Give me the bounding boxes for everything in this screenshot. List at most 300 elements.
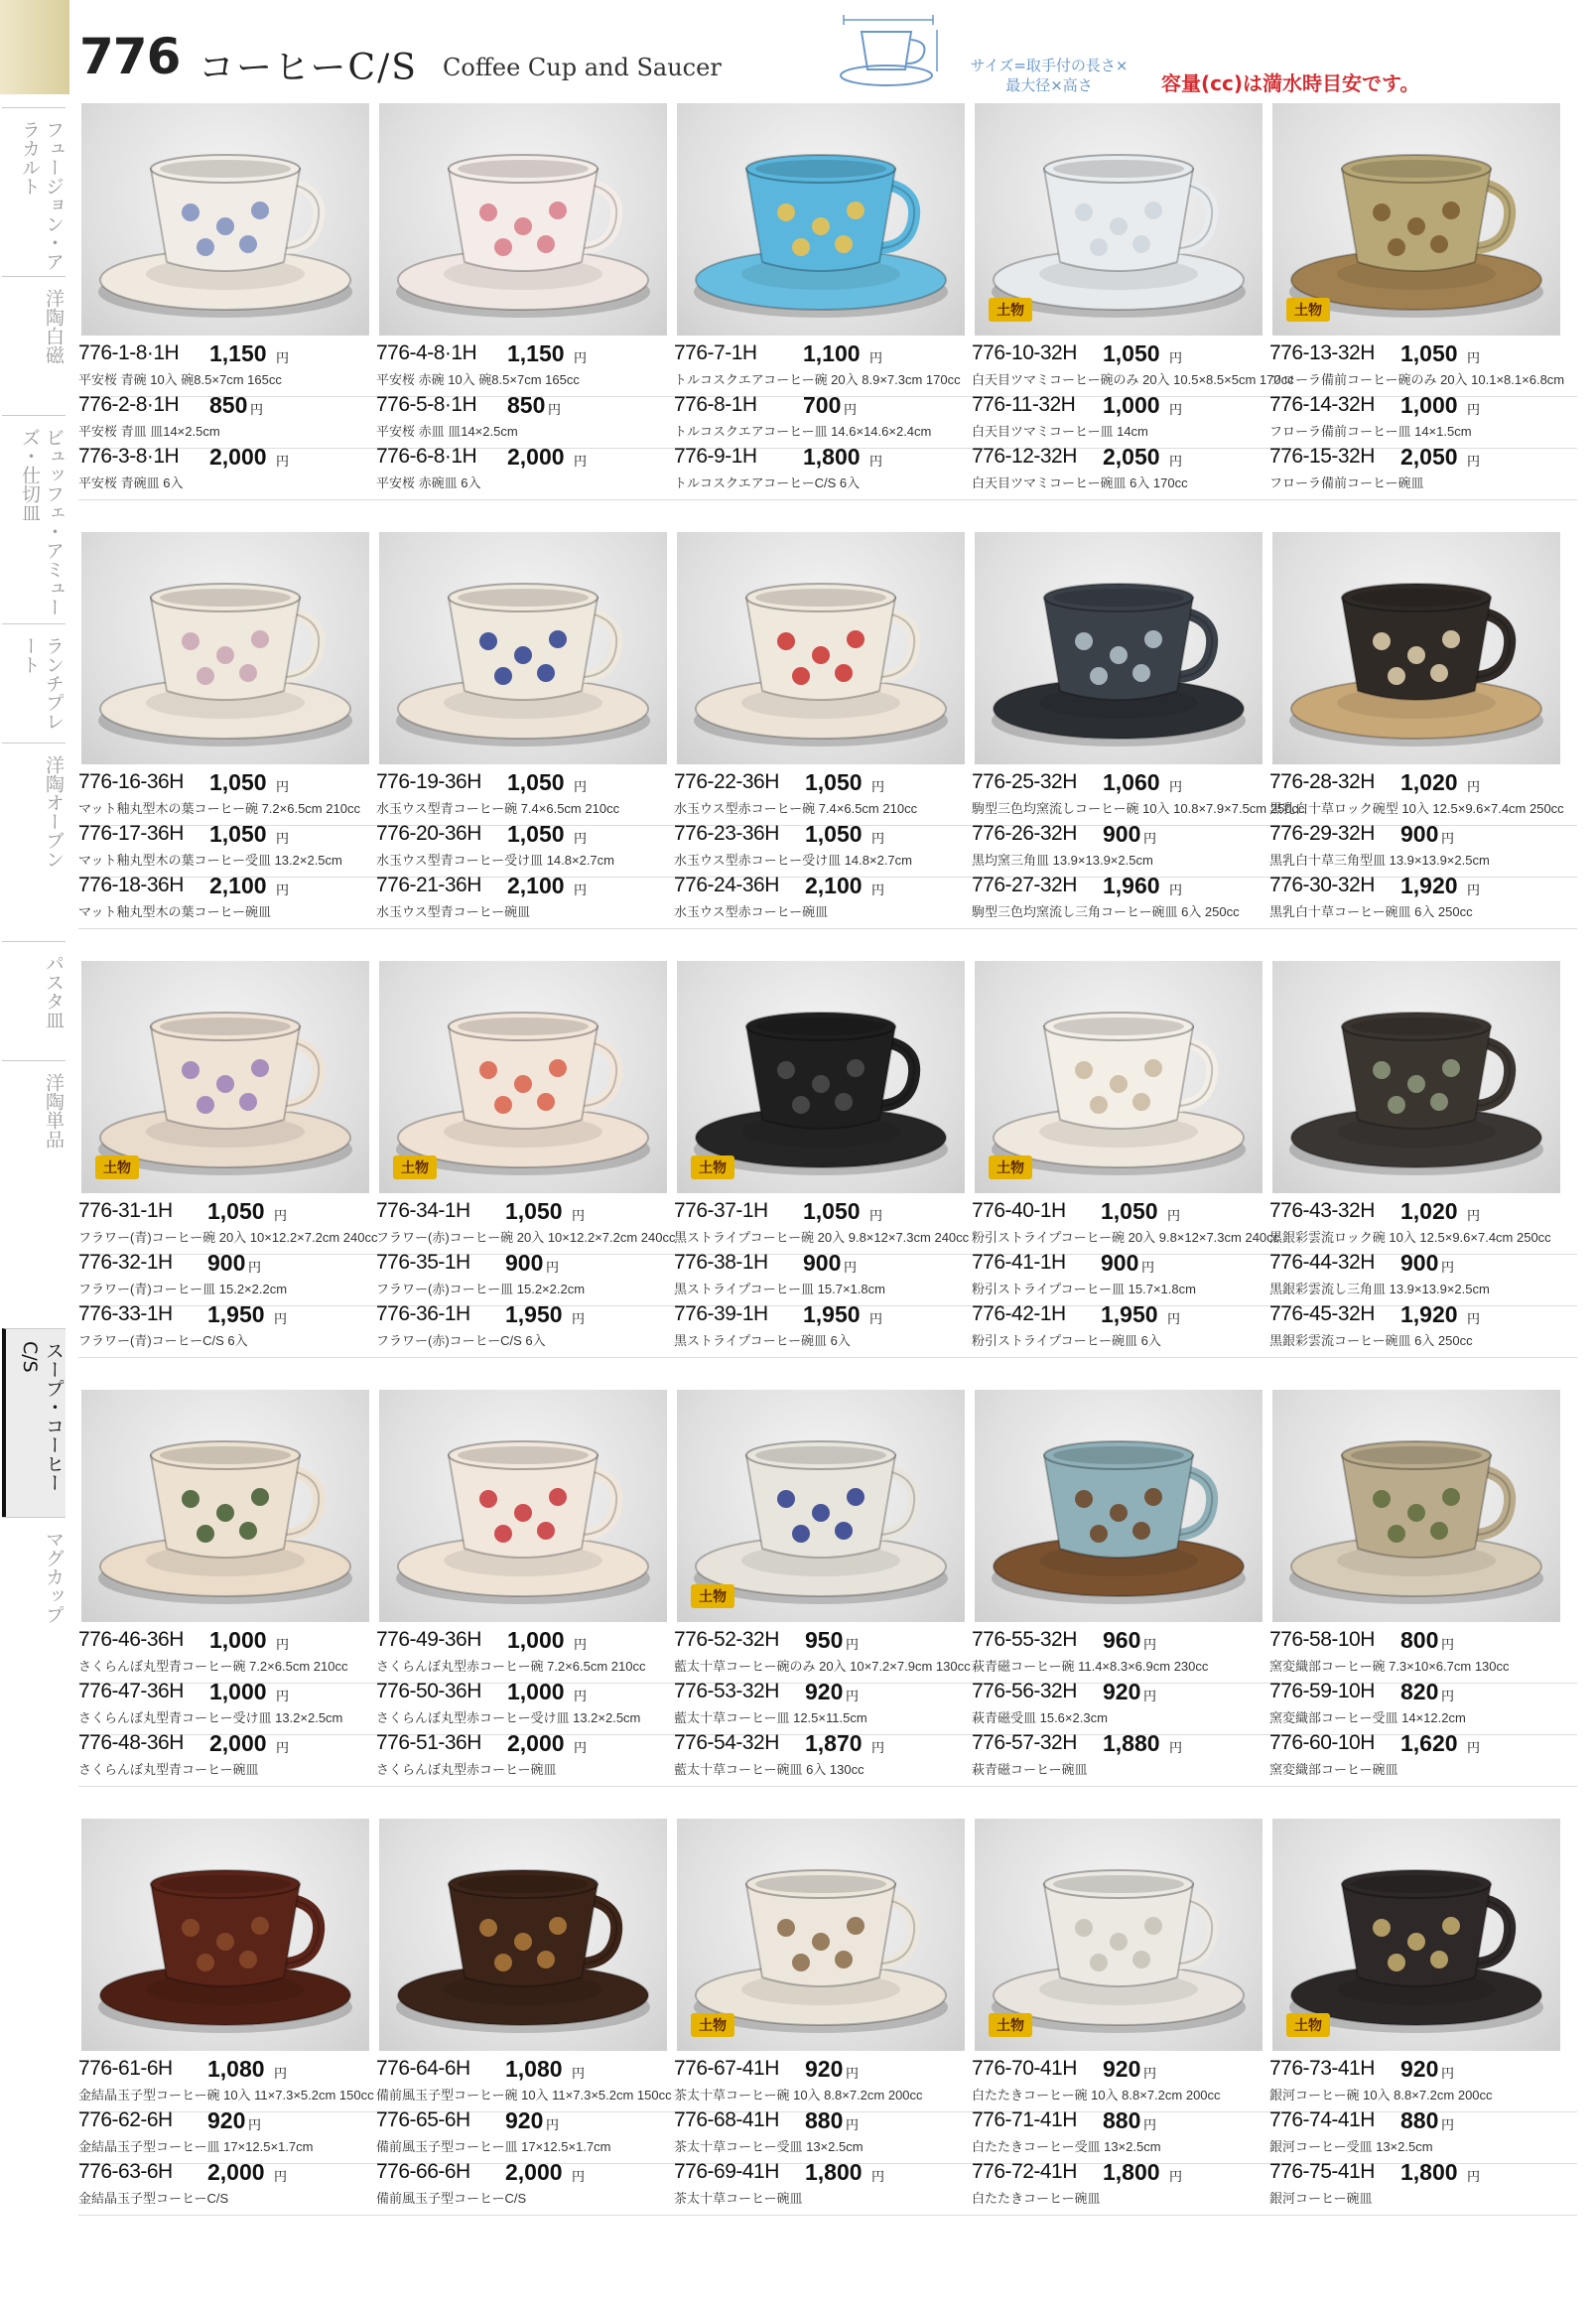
product-item-list <box>1269 341 1577 496</box>
product-code: 776-60-10H <box>1269 1731 1375 1754</box>
earthenware-badge: 土物 <box>95 1155 139 1179</box>
product-item[interactable] <box>376 1199 684 1251</box>
page-tab-decoration <box>0 0 69 94</box>
yen-unit: 円 <box>1141 1261 1155 1276</box>
product-description: 窯変織部コーヒー碗 7.3×10×6.7cm 130cc <box>1269 1659 1510 1674</box>
product-item[interactable] <box>376 1731 684 1783</box>
product-price: 1,150 <box>209 340 267 366</box>
product-card[interactable] <box>376 1819 673 2245</box>
product-photo <box>379 103 667 336</box>
yen-unit: 円 <box>574 1638 588 1653</box>
product-description: トルコスクエアコーヒー碗 20入 8.9×7.3cm 170cc <box>674 372 961 387</box>
product-description: 萩青磁受皿 15.6×2.3cm <box>972 1710 1108 1725</box>
product-code: 776-49-36H <box>376 1628 481 1651</box>
product-code: 776-39-1H <box>674 1302 768 1325</box>
product-description: 黒銀彩雲流コーヒー碗皿 6入 250cc <box>1269 1333 1473 1348</box>
product-card[interactable] <box>78 103 375 530</box>
product-card[interactable] <box>376 961 676 1388</box>
product-price: 920 <box>805 1679 844 1704</box>
product-description: 水玉ウス型赤コーヒー碗皿 <box>674 904 829 919</box>
yen-unit: 円 <box>572 2170 586 2185</box>
yen-unit: 円 <box>869 351 883 366</box>
product-code: 776-19-36H <box>376 770 481 793</box>
product-item[interactable] <box>674 1680 982 1731</box>
product-price: 1,080 <box>505 2056 563 2082</box>
product-item[interactable] <box>78 1199 386 1251</box>
yen-unit: 円 <box>276 1741 290 1756</box>
yen-unit: 円 <box>274 2170 288 2185</box>
product-description: マット釉丸型木の葉コーヒー受皿 13.2×2.5cm <box>78 853 342 868</box>
product-description: さくらんぼ丸型青コーヒー碗 7.2×6.5cm 210cc <box>78 1659 348 1674</box>
product-code: 776-9-1H <box>674 445 757 468</box>
sidebar-category[interactable]: フュージョン・アラカルト <box>2 107 66 276</box>
product-price: 1,920 <box>1400 1301 1458 1327</box>
product-item[interactable] <box>972 2057 1279 2108</box>
product-photo <box>1272 1819 1560 2051</box>
yen-unit: 円 <box>546 1261 560 1276</box>
product-card[interactable] <box>674 961 971 1388</box>
product-description: 窯変織部コーヒー受皿 14×12.2cm <box>1269 1710 1466 1725</box>
product-description: 銀河コーヒー受皿 13×2.5cm <box>1269 2139 1433 2154</box>
product-item[interactable] <box>1269 1680 1577 1731</box>
product-item[interactable] <box>972 1199 1279 1251</box>
product-code: 776-2-8·1H <box>78 393 180 416</box>
yen-unit: 円 <box>574 1690 588 1704</box>
product-item[interactable] <box>972 822 1279 874</box>
product-card[interactable] <box>972 1819 1268 2245</box>
product-photo <box>677 103 965 336</box>
product-card[interactable] <box>972 961 1280 1388</box>
product-photo <box>81 532 369 764</box>
product-item[interactable] <box>674 1731 982 1783</box>
product-item-list <box>78 341 386 496</box>
product-card[interactable] <box>376 103 673 530</box>
product-card[interactable] <box>972 103 1294 530</box>
product-item[interactable] <box>972 1731 1279 1783</box>
product-price: 1,050 <box>1103 340 1160 366</box>
product-item[interactable] <box>972 2160 1279 2212</box>
product-price: 1,880 <box>1103 1730 1160 1756</box>
product-code: 776-7-1H <box>674 341 757 364</box>
product-item[interactable] <box>78 2160 386 2212</box>
size-note-line2: 最大径×高さ <box>1005 76 1093 94</box>
product-price: 1,000 <box>507 1679 565 1704</box>
product-item[interactable] <box>376 1251 684 1302</box>
product-card[interactable] <box>1269 1390 1566 1817</box>
product-item[interactable] <box>1269 1302 1577 1354</box>
yen-unit: 円 <box>1169 780 1183 795</box>
product-description: 平安桜 青碗皿 6入 <box>78 475 184 490</box>
product-item[interactable] <box>674 2057 982 2108</box>
product-description: 窯変織部コーヒー碗皿 <box>1269 1762 1398 1777</box>
product-code: 776-24-36H <box>674 874 779 896</box>
product-code: 776-20-36H <box>376 822 481 845</box>
item-divider <box>1269 499 1577 500</box>
product-code: 776-42-1H <box>972 1302 1066 1325</box>
product-item[interactable] <box>78 2108 386 2160</box>
product-description: 黒乳白十草コーヒー碗皿 6入 250cc <box>1269 904 1473 919</box>
earthenware-badge: 土物 <box>393 1155 437 1179</box>
cup-and-saucer-icon <box>677 103 965 336</box>
product-price: 920 <box>207 2107 246 2133</box>
item-divider <box>674 499 982 500</box>
product-item-list <box>674 341 982 496</box>
product-item[interactable] <box>376 393 684 445</box>
product-item[interactable] <box>972 2108 1279 2160</box>
product-description: フラワー(赤)コーヒー碗 20入 10×12.2×7.2cm 240cc <box>376 1230 676 1245</box>
product-description: フラワー(赤)コーヒーC/S 6入 <box>376 1333 546 1348</box>
product-item[interactable] <box>972 1251 1279 1302</box>
product-item[interactable] <box>1269 2160 1577 2212</box>
item-divider <box>972 1786 1279 1787</box>
product-code: 776-47-36H <box>78 1680 184 1702</box>
size-note <box>955 56 1143 95</box>
product-price: 1,050 <box>207 1198 265 1224</box>
yen-unit: 円 <box>1467 1209 1481 1224</box>
product-item[interactable] <box>78 1731 386 1783</box>
product-card[interactable] <box>78 1819 375 2245</box>
product-code: 776-57-32H <box>972 1731 1077 1754</box>
product-price: 880 <box>1400 2107 1439 2133</box>
product-code: 776-31-1H <box>78 1199 173 1222</box>
product-item[interactable] <box>78 445 386 496</box>
cup-and-saucer-icon <box>1272 961 1560 1193</box>
product-card[interactable] <box>674 1819 971 2245</box>
product-code: 776-5-8·1H <box>376 393 477 416</box>
product-item[interactable] <box>78 822 386 874</box>
item-divider <box>1269 2215 1577 2216</box>
yen-unit: 円 <box>1143 1638 1157 1653</box>
product-card[interactable] <box>1269 1819 1566 2245</box>
product-item[interactable] <box>674 341 982 393</box>
product-description: 粉引ストライプコーヒー碗 20入 9.8×12×7.3cm 240cc <box>972 1230 1280 1245</box>
yen-unit: 円 <box>1169 403 1183 418</box>
product-item[interactable] <box>674 2108 982 2160</box>
product-price: 1,050 <box>805 821 863 847</box>
product-code: 776-33-1H <box>78 1302 173 1325</box>
product-item[interactable] <box>972 874 1279 925</box>
cup-and-saucer-icon <box>379 1819 667 2051</box>
product-price: 1,950 <box>803 1301 861 1327</box>
product-photo <box>379 1819 667 2051</box>
product-item[interactable] <box>674 822 982 874</box>
product-description: 粉引ストライプコーヒー碗皿 6入 <box>972 1333 1161 1348</box>
product-item[interactable] <box>376 1680 684 1731</box>
earthenware-badge: 土物 <box>1286 2013 1330 2037</box>
product-item[interactable] <box>376 822 684 874</box>
product-item[interactable] <box>1269 1731 1577 1783</box>
product-item[interactable] <box>972 769 1305 822</box>
product-description: 備前風玉子型コーヒーC/S <box>376 2191 527 2206</box>
product-item[interactable] <box>972 393 1279 445</box>
product-photo <box>975 961 1263 1193</box>
item-divider <box>78 2215 386 2216</box>
product-item[interactable] <box>376 770 684 822</box>
cup-size-diagram-icon <box>834 12 943 95</box>
product-code: 776-50-36H <box>376 1680 481 1702</box>
product-price: 1,800 <box>803 444 861 470</box>
product-code: 776-74-41H <box>1269 2108 1375 2131</box>
cup-and-saucer-icon <box>975 532 1263 764</box>
product-item[interactable] <box>78 770 386 822</box>
product-item[interactable] <box>78 1628 386 1680</box>
yen-unit: 円 <box>871 883 885 898</box>
product-card[interactable] <box>1269 532 1566 959</box>
product-item[interactable] <box>674 393 982 445</box>
product-card[interactable] <box>376 532 673 959</box>
product-item[interactable] <box>376 341 684 393</box>
sidebar-category[interactable]: マグカップ <box>2 1517 66 1646</box>
product-item[interactable] <box>78 1302 386 1354</box>
yen-unit: 円 <box>1467 1312 1481 1327</box>
product-price: 2,000 <box>207 2159 265 2185</box>
cup-and-saucer-icon <box>81 1390 369 1622</box>
product-code: 776-65-6H <box>376 2108 470 2131</box>
product-description: 黒ストライプコーヒー碗 20入 9.8×12×7.3cm 240cc <box>674 1230 970 1245</box>
yen-unit: 円 <box>574 351 588 366</box>
product-code: 776-56-32H <box>972 1680 1077 1702</box>
sidebar-category[interactable]: スープ・コーヒーC/S <box>2 1328 66 1517</box>
product-item[interactable] <box>674 1251 982 1302</box>
product-description: 銀河コーヒー碗 10入 8.8×7.2cm 200cc <box>1269 2088 1493 2103</box>
product-code: 776-69-41H <box>674 2160 779 2183</box>
product-code: 776-58-10H <box>1269 1628 1375 1651</box>
product-item[interactable] <box>78 393 386 445</box>
cup-and-saucer-icon <box>975 1390 1263 1622</box>
product-card[interactable] <box>674 532 971 959</box>
product-description: 平安桜 赤碗皿 6入 <box>376 475 481 490</box>
product-description: フラワー(青)コーヒーC/S 6入 <box>78 1333 248 1348</box>
product-item[interactable] <box>1269 874 1577 925</box>
product-item[interactable] <box>376 874 684 925</box>
product-item[interactable] <box>674 874 982 925</box>
yen-unit: 円 <box>574 1741 588 1756</box>
yen-unit: 円 <box>1143 2067 1157 2082</box>
yen-unit: 円 <box>1467 351 1481 366</box>
product-description: 茶太十草コーヒー受皿 13×2.5cm <box>674 2139 864 2154</box>
yen-unit: 円 <box>1167 1312 1181 1327</box>
product-item[interactable] <box>78 341 386 393</box>
yen-unit: 円 <box>276 832 290 847</box>
product-code: 776-4-8·1H <box>376 341 477 364</box>
product-price: 900 <box>1101 1250 1139 1276</box>
product-code: 776-37-1H <box>674 1199 768 1222</box>
yen-unit: 円 <box>572 2067 586 2082</box>
product-item[interactable] <box>1269 1199 1577 1251</box>
product-description: 白たたきコーヒー碗皿 <box>972 2191 1101 2206</box>
product-code: 776-53-32H <box>674 1680 779 1702</box>
product-description: 平安桜 青皿 皿14×2.5cm <box>78 424 220 439</box>
product-item[interactable] <box>674 770 982 822</box>
product-price: 900 <box>803 1250 842 1276</box>
product-description: 萩青磁コーヒー碗皿 <box>972 1762 1088 1777</box>
size-note-line1: サイズ=取手付の長さ× <box>970 57 1129 74</box>
product-photo <box>677 1819 965 2051</box>
product-item[interactable] <box>1269 1628 1577 1680</box>
yen-unit: 円 <box>276 351 290 366</box>
yen-unit: 円 <box>574 455 588 470</box>
product-item[interactable] <box>376 2057 684 2108</box>
yen-unit: 円 <box>869 455 883 470</box>
yen-unit: 円 <box>1441 1690 1455 1704</box>
cup-and-saucer-icon <box>81 103 369 336</box>
product-item[interactable] <box>78 1680 386 1731</box>
product-item[interactable] <box>972 445 1279 496</box>
product-item[interactable] <box>376 445 684 496</box>
sidebar-category[interactable]: ランチプレート <box>2 623 66 743</box>
product-item[interactable] <box>376 2160 684 2212</box>
product-item[interactable] <box>1269 445 1577 496</box>
product-item-list <box>376 1199 684 1354</box>
product-price: 1,950 <box>505 1301 563 1327</box>
product-item-list <box>78 1199 386 1354</box>
item-divider <box>972 928 1279 929</box>
yen-unit: 円 <box>1143 1690 1157 1704</box>
product-card[interactable] <box>972 532 1305 959</box>
product-description: フラワー(赤)コーヒー皿 15.2×2.2cm <box>376 1282 586 1296</box>
product-card[interactable] <box>78 961 378 1388</box>
product-card[interactable] <box>376 1390 673 1817</box>
capacity-note: 容量(cc)は満水時目安です。 <box>1161 71 1420 95</box>
product-item[interactable] <box>674 2160 982 2212</box>
product-item[interactable] <box>78 874 386 925</box>
product-item[interactable] <box>1269 393 1577 445</box>
yen-unit: 円 <box>548 403 562 418</box>
product-code: 776-62-6H <box>78 2108 173 2131</box>
yen-unit: 円 <box>869 1209 883 1224</box>
sidebar-category[interactable]: ビュッフェ・アミューズ・仕切皿 <box>2 415 66 623</box>
product-description: フラワー(青)コーヒー皿 15.2×2.2cm <box>78 1282 288 1296</box>
product-item-list <box>674 1199 982 1354</box>
product-card[interactable] <box>1269 961 1566 1388</box>
product-item[interactable] <box>1269 1251 1577 1302</box>
product-description: 駒型三色均窯流しコーヒー碗 10入 10.8×7.9×7.5cm 250cc <box>972 801 1305 816</box>
product-code: 776-45-32H <box>1269 1302 1375 1325</box>
yen-unit: 円 <box>276 1690 290 1704</box>
product-card[interactable] <box>1269 103 1566 530</box>
yen-unit: 円 <box>1169 883 1183 898</box>
product-item[interactable] <box>674 1628 982 1680</box>
product-code: 776-46-36H <box>78 1628 184 1651</box>
product-card[interactable] <box>674 103 971 530</box>
product-code: 776-66-6H <box>376 2160 470 2183</box>
product-item-list <box>972 2057 1279 2212</box>
item-divider <box>376 1786 684 1787</box>
product-card[interactable] <box>78 1390 375 1817</box>
product-item[interactable] <box>674 1199 982 1251</box>
product-description: トルコスクエアコーヒー皿 14.6×14.6×2.4cm <box>674 424 932 439</box>
item-divider <box>674 1786 982 1787</box>
earthenware-badge: 土物 <box>691 1155 734 1179</box>
product-code: 776-63-6H <box>78 2160 173 2183</box>
product-code: 776-75-41H <box>1269 2160 1375 2183</box>
product-item[interactable] <box>376 1302 684 1354</box>
product-item[interactable] <box>1269 2108 1577 2160</box>
product-code: 776-22-36H <box>674 770 779 793</box>
product-item[interactable] <box>78 1251 386 1302</box>
product-photo <box>81 961 369 1193</box>
product-card[interactable] <box>78 532 375 959</box>
product-description: 白天目ツマミコーヒー碗のみ 20入 10.5×8.5×5cm 170cc <box>972 372 1294 387</box>
product-description: 駒型三色均窯流し三角コーヒー碗皿 6入 250cc <box>972 904 1240 919</box>
product-description: 黒均窯三角皿 13.9×13.9×2.5cm <box>972 853 1153 868</box>
product-description: 粉引ストライプコーヒー皿 15.7×1.8cm <box>972 1282 1196 1296</box>
item-divider <box>376 1357 684 1358</box>
page-title-jp: コーヒーC/S <box>199 48 418 88</box>
sidebar-category[interactable]: 洋陶オーブン <box>2 743 66 941</box>
product-card[interactable] <box>972 1390 1268 1817</box>
product-code: 776-41-1H <box>972 1251 1066 1274</box>
product-item[interactable] <box>376 1628 684 1680</box>
product-description: 茶太十草コーヒー碗 10入 8.8×7.2cm 200cc <box>674 2088 923 2103</box>
product-item[interactable] <box>1269 822 1577 874</box>
product-price: 700 <box>803 392 842 418</box>
product-code: 776-72-41H <box>972 2160 1077 2183</box>
product-description: 藍太十草コーヒー碗のみ 20入 10×7.2×7.9cm 130cc <box>674 1659 971 1674</box>
cup-and-saucer-icon <box>1272 1390 1560 1622</box>
item-divider <box>376 499 684 500</box>
product-item[interactable] <box>376 2108 684 2160</box>
product-code: 776-13-32H <box>1269 341 1375 364</box>
product-description: 金結晶玉子型コーヒーC/S <box>78 2191 229 2206</box>
product-item-list <box>674 2057 982 2212</box>
product-description: さくらんぼ丸型赤コーヒー受け皿 13.2×2.5cm <box>376 1710 641 1725</box>
product-description: マット釉丸型木の葉コーヒー碗 7.2×6.5cm 210cc <box>78 801 360 816</box>
product-price: 850 <box>209 392 248 418</box>
product-description: 白天目ツマミコーヒー皿 14cm <box>972 424 1148 439</box>
product-item[interactable] <box>972 1628 1279 1680</box>
product-code: 776-32-1H <box>78 1251 173 1274</box>
product-code: 776-67-41H <box>674 2057 779 2080</box>
product-description: 備前風玉子型コーヒー皿 17×12.5×1.7cm <box>376 2139 611 2154</box>
product-code: 776-51-36H <box>376 1731 481 1754</box>
product-item[interactable] <box>972 1302 1279 1354</box>
product-card[interactable] <box>674 1390 971 1817</box>
sidebar-category[interactable]: 洋陶白磁 <box>2 276 66 415</box>
yen-unit: 円 <box>1169 351 1183 366</box>
item-divider <box>1269 1357 1577 1358</box>
product-photo <box>379 1390 667 1622</box>
product-code: 776-54-32H <box>674 1731 779 1754</box>
product-item[interactable] <box>78 2057 386 2108</box>
product-item[interactable] <box>674 1302 982 1354</box>
product-code: 776-59-10H <box>1269 1680 1375 1702</box>
product-item[interactable] <box>674 445 982 496</box>
product-description: 黒ストライプコーヒー碗皿 6入 <box>674 1333 851 1348</box>
cup-and-saucer-icon <box>379 1390 667 1622</box>
product-price: 1,050 <box>1400 340 1458 366</box>
product-code: 776-27-32H <box>972 874 1077 896</box>
sidebar-category[interactable]: パスタ皿 <box>2 941 66 1060</box>
sidebar-category[interactable]: 洋陶単品 <box>2 1060 66 1328</box>
product-price: 1,100 <box>803 340 861 366</box>
product-code: 776-8-1H <box>674 393 757 416</box>
product-item[interactable] <box>1269 2057 1577 2108</box>
product-item[interactable] <box>1269 341 1577 393</box>
product-price: 1,000 <box>209 1679 267 1704</box>
item-divider <box>376 2215 684 2216</box>
product-item[interactable] <box>972 1680 1279 1731</box>
product-description: 金結晶玉子型コーヒー碗 10入 11×7.3×5.2cm 150cc <box>78 2088 374 2103</box>
product-price: 1,050 <box>209 821 267 847</box>
product-price: 2,050 <box>1103 444 1160 470</box>
item-divider <box>1269 1786 1577 1787</box>
product-price: 900 <box>207 1250 246 1276</box>
product-description: 黒乳白十草ロック碗型 10入 12.5×9.6×7.4cm 250cc <box>1269 801 1564 816</box>
page-number: 776 <box>79 28 181 85</box>
product-item[interactable] <box>972 340 1294 393</box>
product-item[interactable] <box>1269 770 1577 822</box>
